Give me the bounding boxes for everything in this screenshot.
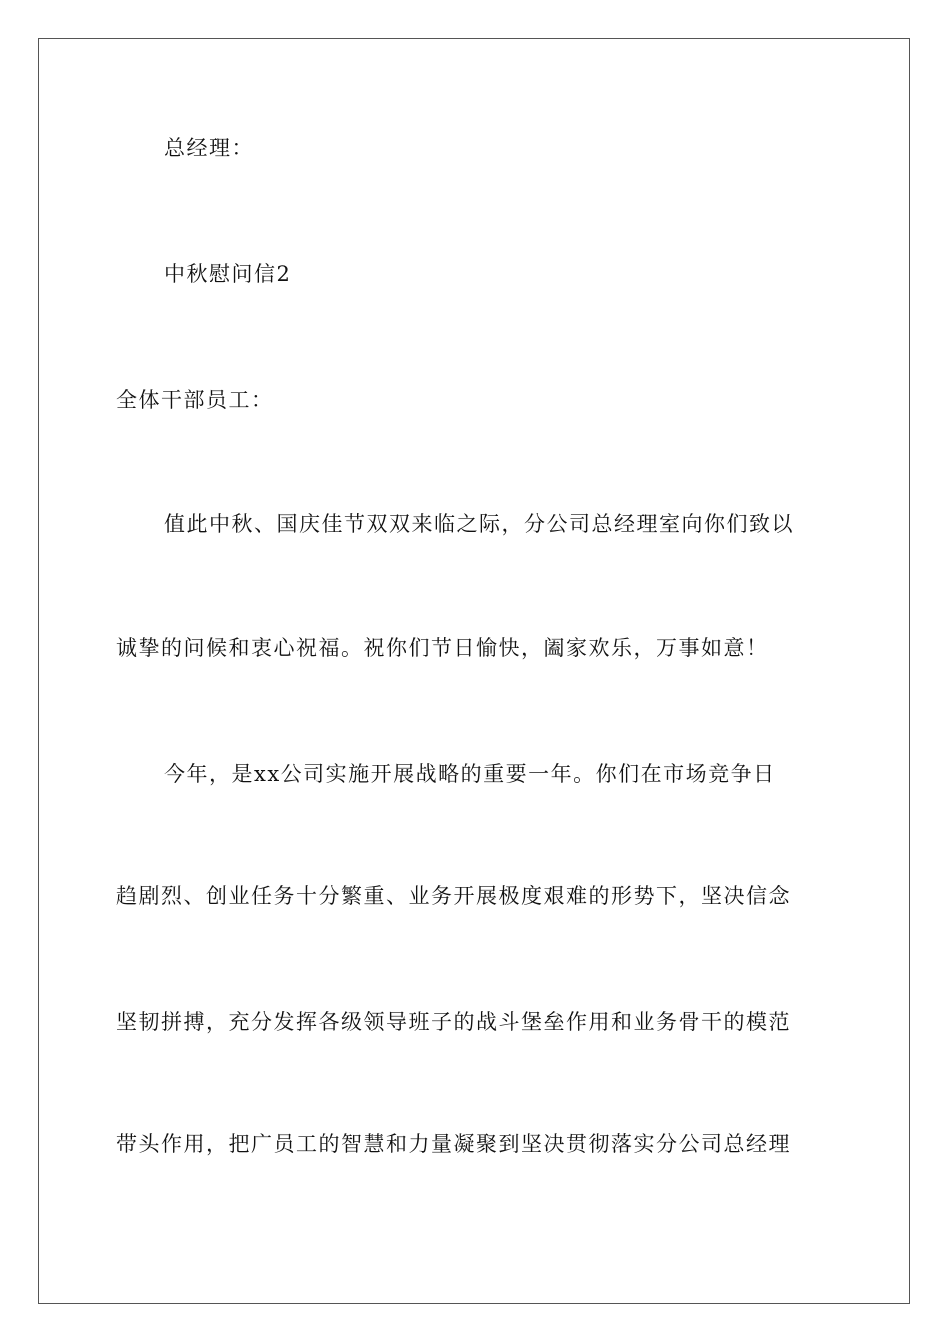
paragraph-line: 值此中秋、国庆佳节双双来临之际，分公司总经理室向你们致以 [164, 512, 794, 536]
letter-title: 中秋慰问信2 [164, 262, 292, 286]
paragraph-line: 今年，是xx公司实施开展战略的重要一年。你们在市场竞争日 [164, 762, 776, 786]
signature-title: 总经理： [164, 136, 254, 160]
salutation: 全体干部员工： [116, 388, 274, 412]
paragraph-line: 诚挚的问候和衷心祝福。祝你们节日愉快，阖家欢乐，万事如意！ [116, 636, 769, 660]
paragraph-line: 趋剧烈、创业任务十分繁重、业务开展极度艰难的形势下，坚决信念 [116, 884, 791, 908]
page-border [38, 38, 910, 1304]
paragraph-line: 坚韧拼搏，充分发挥各级领导班子的战斗堡垒作用和业务骨干的模范 [116, 1010, 791, 1034]
paragraph-line: 带头作用，把广员工的智慧和力量凝聚到坚决贯彻落实分公司总经理 [116, 1132, 791, 1156]
